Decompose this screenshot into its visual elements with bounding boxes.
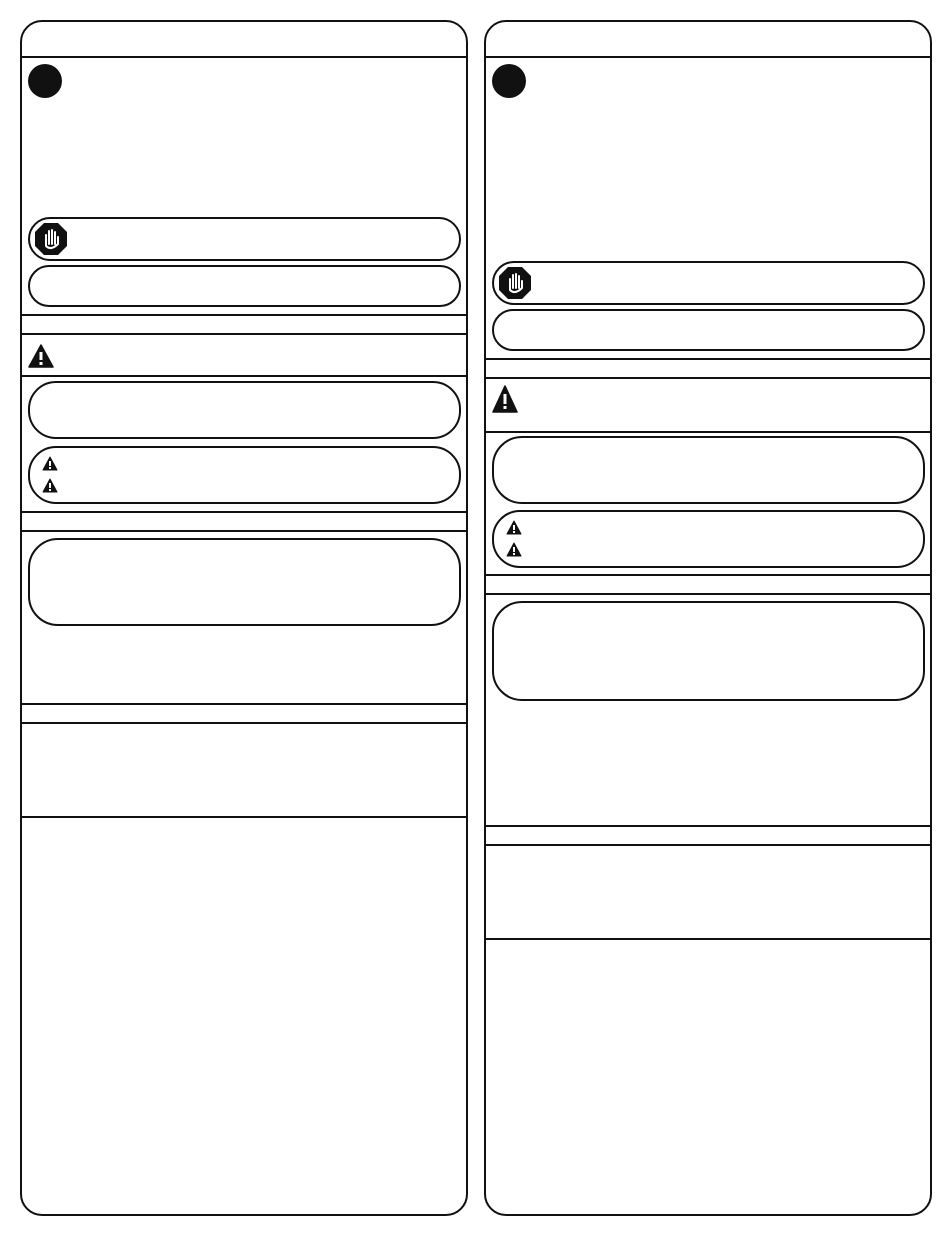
header-divider: [22, 56, 466, 58]
right-instruction-panel: [484, 20, 932, 1216]
section-divider: [22, 314, 466, 316]
section-divider: [486, 938, 930, 940]
section-divider: [22, 703, 466, 705]
step-number-badge: [28, 64, 62, 98]
notice-pill: [492, 309, 925, 351]
warning-box: [28, 381, 461, 439]
section-divider: [22, 816, 466, 818]
caution-box: [492, 510, 925, 568]
section-divider: [486, 377, 930, 379]
section-divider: [22, 530, 466, 532]
info-box: [28, 538, 461, 626]
header-divider: [486, 56, 930, 58]
step-number-badge: [492, 64, 526, 98]
warning-triangle-icon: [42, 456, 58, 471]
section-divider: [22, 511, 466, 513]
section-divider: [486, 825, 930, 827]
info-box: [492, 601, 925, 701]
stop-hand-icon: [498, 266, 532, 300]
section-divider: [22, 375, 466, 377]
section-divider: [486, 844, 930, 846]
stop-notice-pill: [28, 217, 461, 261]
warning-triangle-icon: [28, 344, 54, 368]
warning-box: [492, 436, 925, 504]
section-divider: [486, 358, 930, 360]
warning-triangle-icon: [492, 385, 518, 413]
section-divider: [486, 431, 930, 433]
section-divider: [22, 333, 466, 335]
notice-pill: [28, 265, 461, 307]
caution-box: [28, 446, 461, 504]
left-instruction-panel: [20, 20, 468, 1216]
section-divider: [22, 722, 466, 724]
section-divider: [486, 593, 930, 595]
warning-triangle-icon: [42, 478, 58, 493]
section-divider: [486, 574, 930, 576]
stop-hand-icon: [34, 222, 68, 256]
stop-notice-pill: [492, 261, 925, 305]
warning-triangle-icon: [506, 542, 522, 557]
warning-triangle-icon: [506, 520, 522, 535]
